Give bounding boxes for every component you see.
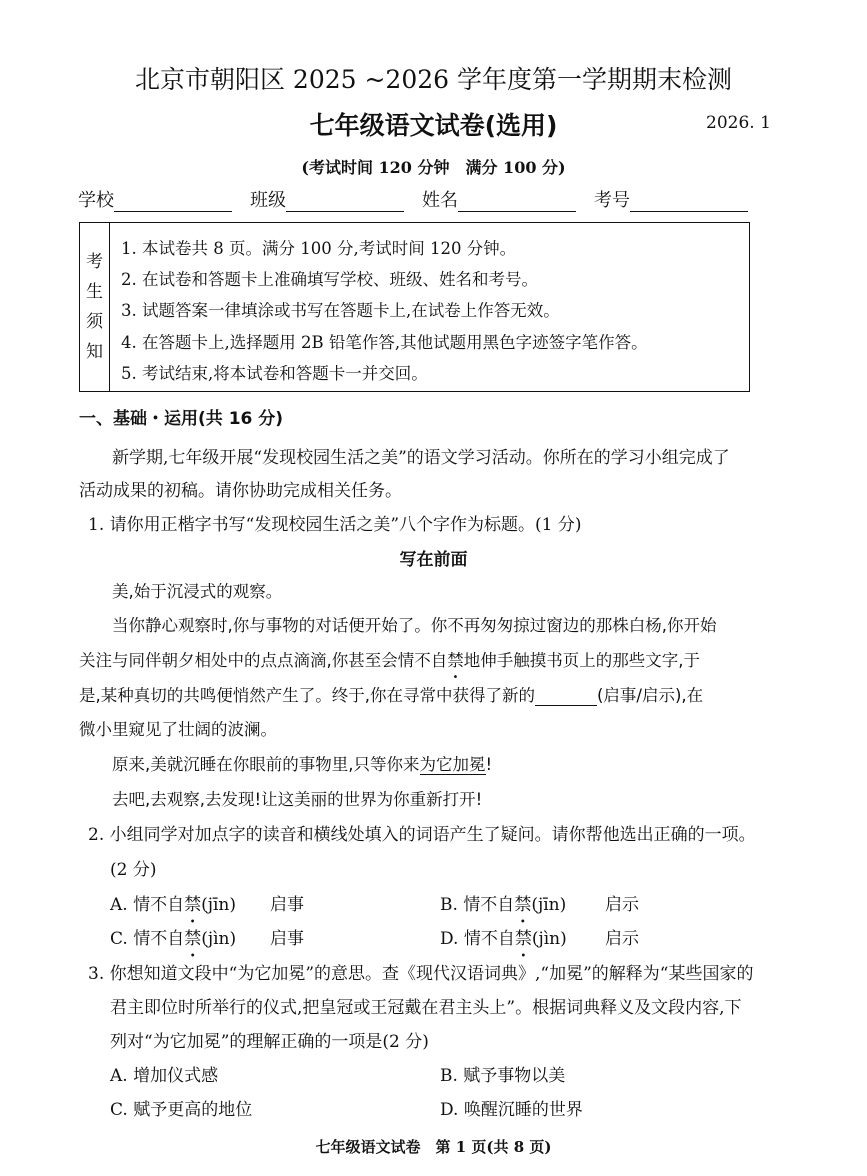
passage-line: 微小里窥见了壮阔的波澜。: [79, 720, 277, 739]
q2-option-b[interactable]: B. 情不自禁(jīn) 启示: [440, 895, 639, 915]
notice-item: 4. 在答题卡上,选择题用 2B 铅笔作答,其他试题用黑色字迹签字笔作答。: [121, 333, 648, 352]
q2-option-c[interactable]: C. 情不自禁(jìn) 启事: [110, 929, 304, 949]
intro-line: 活动成果的初稿。请你协助完成相关任务。: [79, 481, 402, 501]
page-footer: 七年级语文试卷 第 1 页(共 8 页): [315, 1138, 552, 1156]
notice-item: 1. 本试卷共 8 页。满分 100 分,考试时间 120 分钟。: [121, 239, 517, 258]
notice-item: 3. 试题答案一律填涂或书写在答题卡上,在试卷上作答无效。: [121, 301, 560, 320]
q3-option-b[interactable]: B. 赋予事物以美: [440, 1066, 566, 1086]
exam-subtitle: 七年级语文试卷(选用): [309, 111, 558, 140]
passage-line: 当你静心观察时,你与事物的对话便开始了。你不再匆匆掠过窗边的那株白杨,你开始: [112, 616, 717, 635]
underlined-phrase: 为它加冕: [419, 755, 486, 774]
question-1: 1. 请你用正楷字书写“发现校园生活之美”八个字作为标题。(1 分): [88, 515, 582, 535]
fill-in-blank[interactable]: [535, 687, 597, 706]
question-3: 君主即位时所举行的仪式,把皇冠或王冠戴在君主头上”。根据词典释义及文段内容,下: [110, 998, 742, 1018]
q3-option-c[interactable]: C. 赋予更高的地位: [110, 1100, 253, 1120]
class-field[interactable]: [250, 186, 404, 212]
class-label: 班级: [250, 190, 286, 211]
passage-line: 关注与同伴朝夕相处中的点点滴滴,你甚至会情不自禁地伸手触摸书页上的那些文字,于: [79, 651, 700, 670]
name-field[interactable]: [422, 186, 576, 212]
notice-label: 考 生 须 知: [80, 223, 110, 391]
notice-item: 5. 考试结束,将本试卷和答题卡一并交回。: [121, 364, 428, 383]
passage-line: 美,始于沉浸式的观察。: [112, 582, 283, 601]
notice-item: 2. 在试卷和答题卡上准确填写学校、班级、姓名和考号。: [121, 270, 538, 289]
intro-line: 新学期,七年级开展“发现校园生活之美”的语文学习活动。你所在的学习小组完成了: [112, 448, 730, 468]
q3-option-a[interactable]: A. 增加仪式感: [110, 1066, 219, 1086]
question-3: 列对“为它加冕”的理解正确的一项是(2 分): [110, 1032, 429, 1052]
number-field[interactable]: [594, 186, 748, 212]
exam-title: 北京市朝阳区 2025 ~2026 学年度第一学期期末检测: [134, 65, 733, 94]
exam-info: (考试时间 120 分钟 满分 100 分): [301, 158, 566, 177]
section-heading: 一、基础・运用(共 16 分): [79, 409, 284, 429]
question-2: 2. 小组同学对加点字的读音和横线处填入的词语产生了疑问。请你帮他选出正确的一项。: [88, 825, 756, 845]
passage-line: 原来,美就沉睡在你眼前的事物里,只等你来为它加冕!: [112, 755, 493, 774]
candidate-notice-box: [79, 222, 750, 392]
school-field[interactable]: [78, 186, 232, 212]
name-label: 姓名: [422, 190, 458, 211]
question-3: 3. 你想知道文段中“为它加冕”的意思。查《现代汉语词典》,“加冕”的解释为“某些国家的: [88, 964, 754, 984]
dotted-char: 禁: [447, 651, 464, 670]
question-2-score: (2 分): [110, 860, 157, 880]
passage-title: 写在前面: [399, 550, 468, 570]
exam-date: 2026. 1: [706, 113, 771, 133]
q2-option-d[interactable]: D. 情不自禁(jìn) 启示: [440, 929, 639, 949]
passage-line: 是,某种真切的共鸣便悄然产生了。终于,你在寻常中获得了新的 (启事/启示),在: [79, 686, 704, 705]
q2-option-a[interactable]: A. 情不自禁(jīn) 启事: [110, 895, 304, 915]
school-label: 学校: [78, 190, 114, 211]
q3-option-d[interactable]: D. 唤醒沉睡的世界: [440, 1100, 583, 1120]
passage-line: 去吧,去观察,去发现!让这美丽的世界为你重新打开!: [112, 790, 483, 809]
number-label: 考号: [594, 190, 630, 211]
